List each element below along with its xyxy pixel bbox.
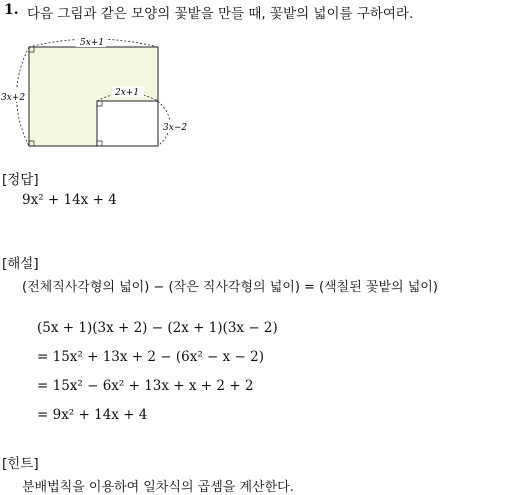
hint-text: 분배법칙을 이용하여 일차식의 곱셈을 계산한다. [22,480,294,495]
answer-expression: 9x² + 14x + 4 [22,192,117,208]
inner-rectangle [97,101,158,146]
hint-heading: [힌트] [2,456,39,472]
flowerbed-figure [0,28,200,153]
inner-top-dimension-label: 2x+1 [115,88,140,98]
answer-heading: [정답] [2,172,39,188]
top-dimension-label: 5x+1 [80,38,105,48]
explanation-step: (5x + 1)(3x + 2) − (2x + 1)(3x − 2) [37,320,278,336]
explanation-step: = 15x² + 13x + 2 − (6x² − x − 2) [37,349,265,365]
explanation-heading: [해설] [2,256,39,272]
explanation-step: = 9x² + 14x + 4 [37,407,148,423]
explanation-formula: (전체직사각형의 넓이) − (작은 직사각형의 넓이) = (색칠된 꽃밭의 넓이) [22,280,438,295]
problem-number: 1. [4,2,19,18]
problem-text: 다음 그림과 같은 모양의 꽃밭을 만들 때, 꽃밭의 넓이를 구하여라. [27,6,414,22]
left-dimension-label: 3x+2 [1,93,26,103]
explanation-step: = 15x² − 6x² + 13x + x + 2 + 2 [37,378,254,394]
inner-right-dimension-label: 3x−2 [163,123,188,133]
